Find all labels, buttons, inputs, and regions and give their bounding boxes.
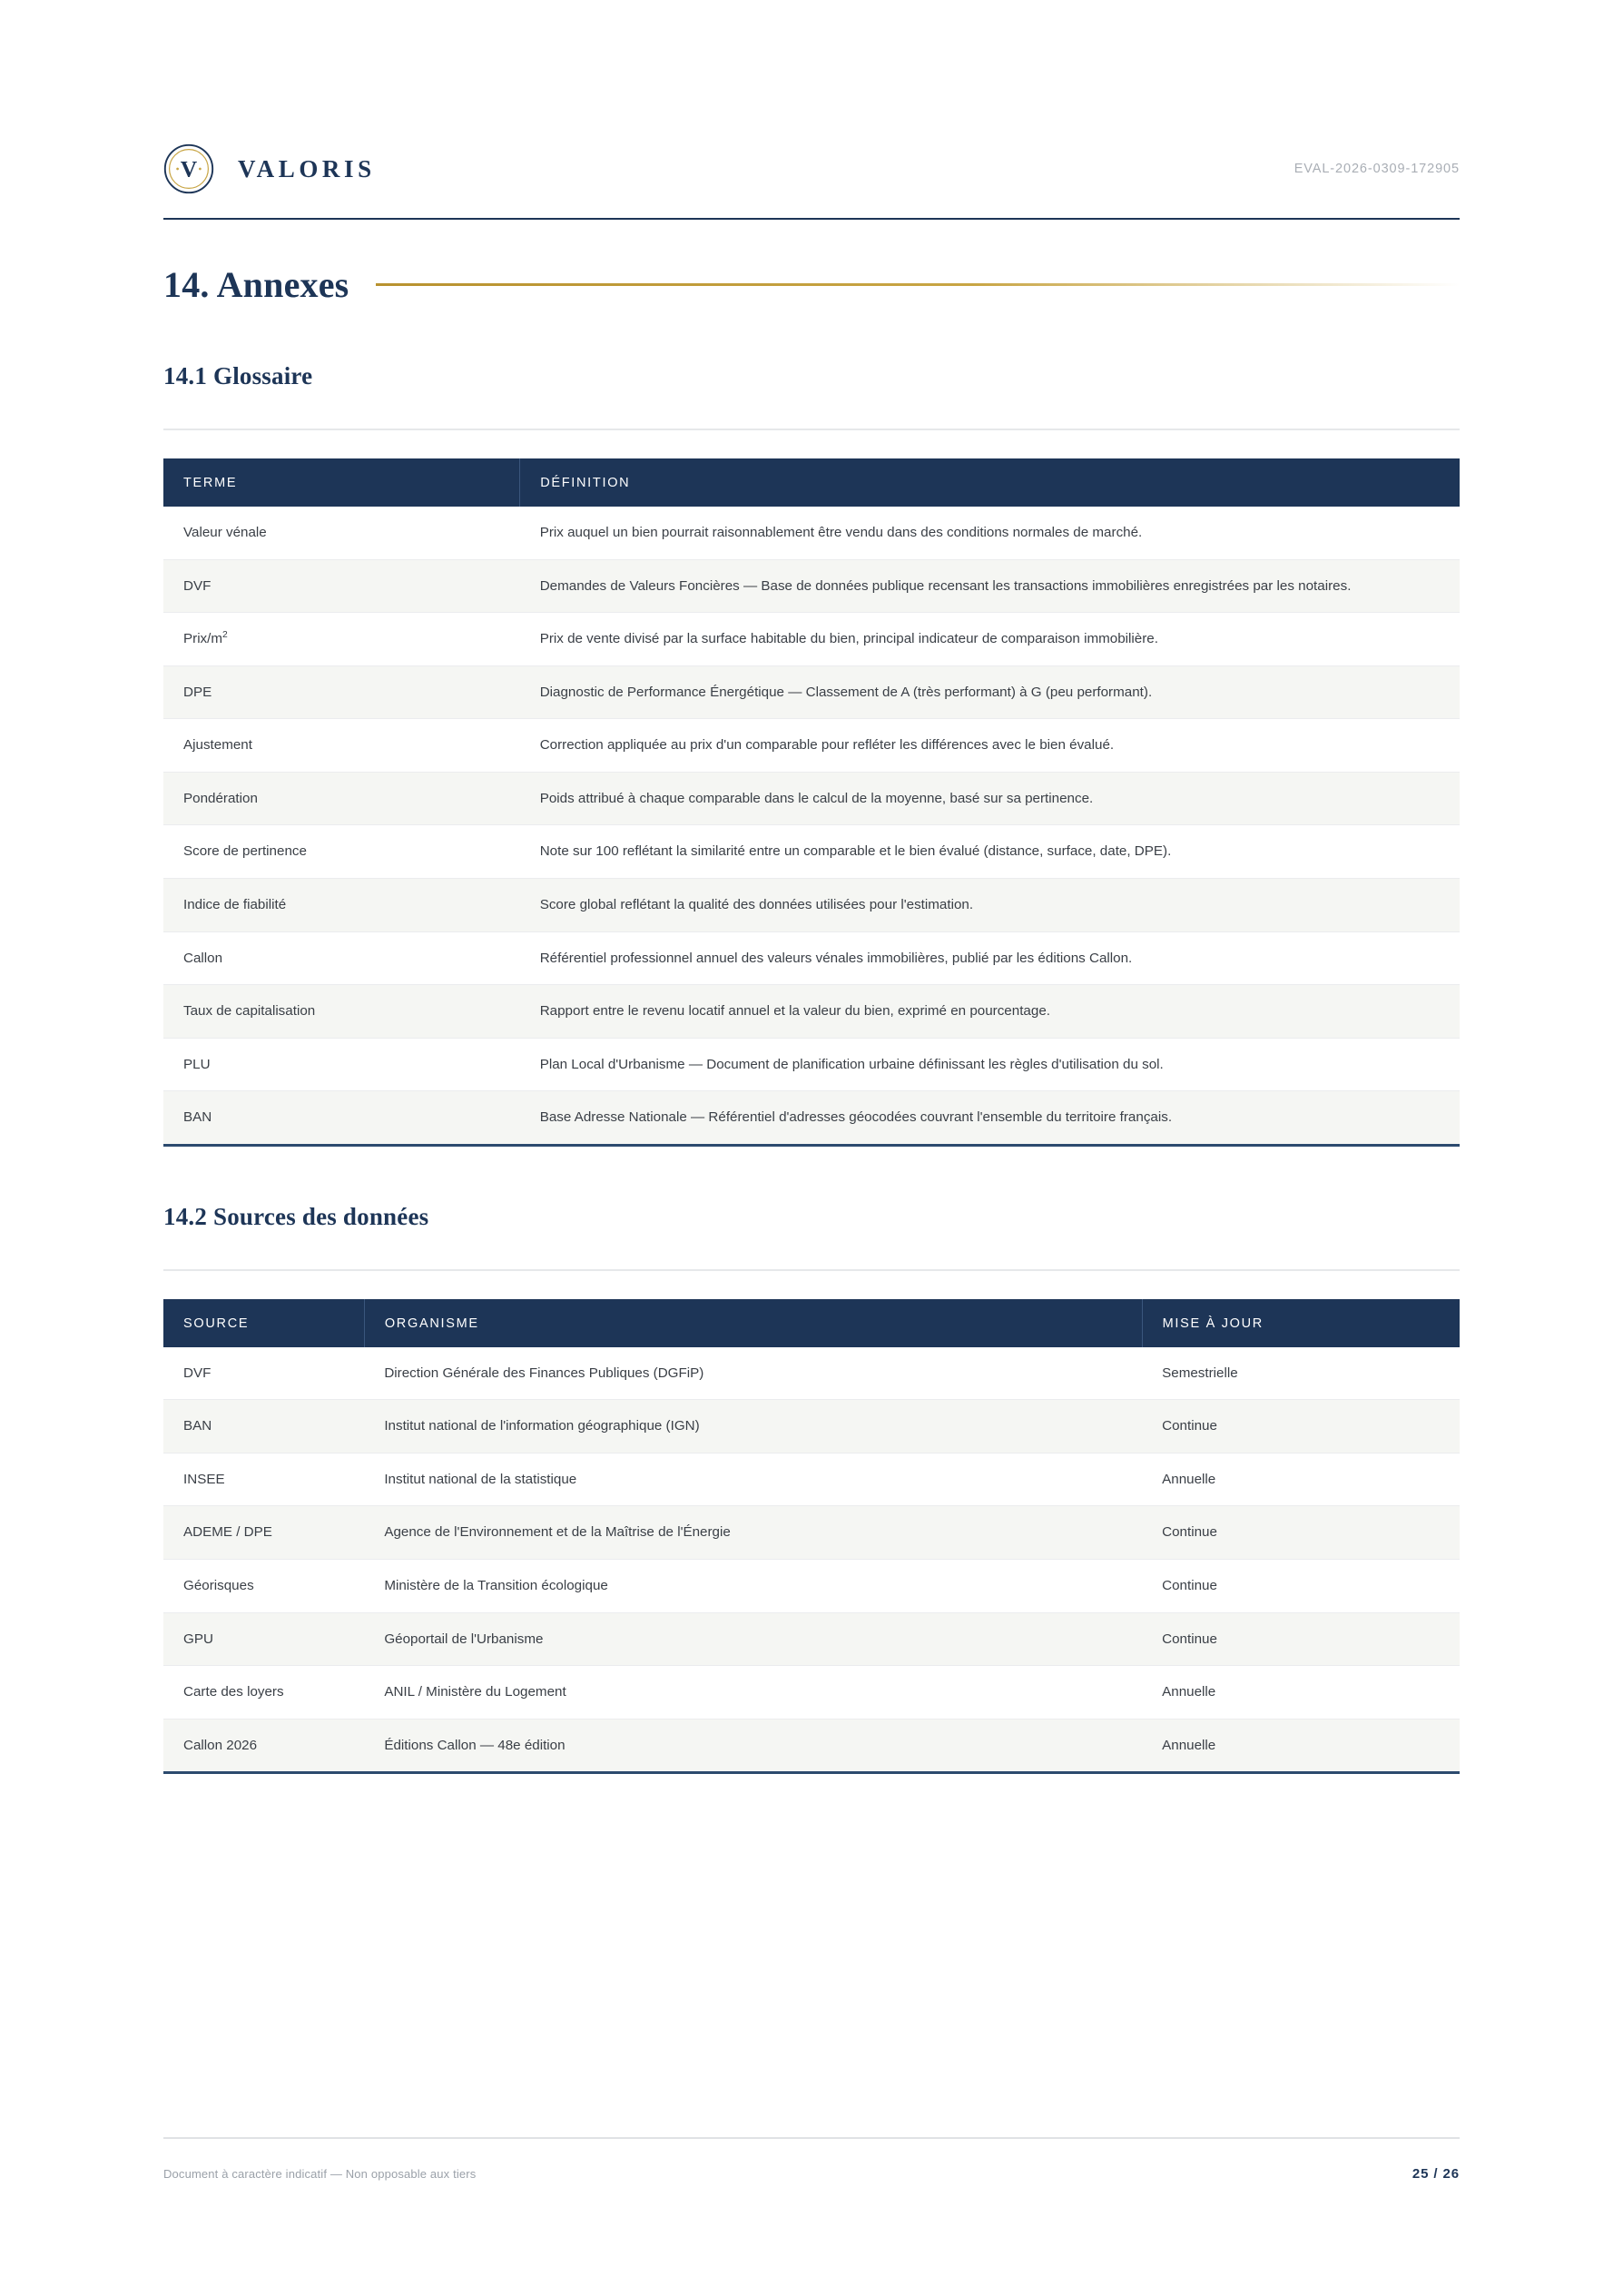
table-row xyxy=(163,1560,1460,1613)
table-row xyxy=(163,559,1460,613)
source-organisme: Institut national de la statistique xyxy=(364,1453,1142,1506)
table-row xyxy=(163,613,1460,666)
page-title: 14. Annexes xyxy=(163,264,349,305)
glossary-definition: Diagnostic de Performance Énergétique — Classement de A (très performant) à G (peu performant). xyxy=(520,665,1460,719)
glossary-table-wrapper xyxy=(163,458,1460,1147)
glossary-term: BAN xyxy=(163,1091,520,1146)
glossary-term: Score de pertinence xyxy=(163,825,520,879)
glossary-term: Indice de fiabilité xyxy=(163,878,520,931)
glossary-term: Ajustement xyxy=(163,719,520,773)
document-reference: EVAL-2026-0309-172905 xyxy=(1293,162,1460,176)
glossary-definition: Prix auquel un bien pourrait raisonnablement être vendu dans des conditions normales de marché. xyxy=(520,507,1460,559)
glossary-definition: Note sur 100 reflétant la similarité entre un comparable et le bien évalué (distance, surface, date, DPE). xyxy=(520,825,1460,879)
glossary-definition: Plan Local d'Urbanisme — Document de planification urbaine définissant les règles d'utilisation du sol. xyxy=(520,1038,1460,1091)
glossary-table xyxy=(163,458,1460,1147)
svg-text:V: V xyxy=(180,155,198,182)
footer-row xyxy=(163,2166,1460,2182)
glossary-definition: Base Adresse Nationale — Référentiel d'adresses géocodées couvrant l'ensemble du territoire français. xyxy=(520,1091,1460,1146)
glossary-table-body xyxy=(163,507,1460,1145)
document-footer xyxy=(163,2137,1460,2182)
source-maj: Continue xyxy=(1142,1612,1460,1666)
table-row xyxy=(163,825,1460,879)
sources-heading: 14.2 Sources des données xyxy=(163,1202,429,1230)
source-organisme: Éditions Callon — 48e édition xyxy=(364,1719,1142,1773)
footer-disclaimer: Document à caractère indicatif — Non opposable aux tiers xyxy=(163,2167,477,2181)
source-name: INSEE xyxy=(163,1453,364,1506)
brand-lockup xyxy=(163,143,376,194)
glossary-term: Pondération xyxy=(163,772,520,825)
table-row xyxy=(163,878,1460,931)
sources-table-head xyxy=(163,1299,1460,1347)
table-header-row xyxy=(163,1299,1460,1347)
header-divider xyxy=(163,218,1460,220)
source-organisme: Ministère de la Transition écologique xyxy=(364,1560,1142,1613)
glossary-term: Valeur vénale xyxy=(163,507,520,559)
document-header xyxy=(163,0,1460,194)
sources-table-body xyxy=(163,1347,1460,1773)
glossary-term: PLU xyxy=(163,1038,520,1091)
valoris-circle-monogram-icon xyxy=(163,143,214,194)
table-row xyxy=(163,985,1460,1039)
glossary-definition: Correction appliquée au prix d'un comparable pour refléter les différences avec le bien évalué. xyxy=(520,719,1460,773)
glossary-definition: Poids attribué à chaque comparable dans le calcul de la moyenne, basé sur sa pertinence. xyxy=(520,772,1460,825)
glossary-definition: Score global reflétant la qualité des données utilisées pour l'estimation. xyxy=(520,878,1460,931)
source-maj: Semestrielle xyxy=(1142,1347,1460,1400)
column-header-terme: TERME xyxy=(163,458,520,507)
glossary-definition: Demandes de Valeurs Foncières — Base de données publique recensant les transactions immobilières enregistrées par les notaires. xyxy=(520,559,1460,613)
source-maj: Annuelle xyxy=(1142,1719,1460,1773)
glossary-term: Taux de capitalisation xyxy=(163,985,520,1039)
source-name: BAN xyxy=(163,1400,364,1453)
page-number: 25 / 26 xyxy=(1412,2166,1460,2182)
source-maj: Continue xyxy=(1142,1400,1460,1453)
source-name: Géorisques xyxy=(163,1560,364,1613)
section-title-row xyxy=(163,263,1460,306)
table-row xyxy=(163,772,1460,825)
table-row xyxy=(163,1612,1460,1666)
sources-section-divider xyxy=(163,1269,1460,1271)
source-name: ADEME / DPE xyxy=(163,1506,364,1560)
column-header-definition: DÉFINITION xyxy=(520,458,1460,507)
table-row xyxy=(163,1347,1460,1400)
column-header-organisme: ORGANISME xyxy=(364,1299,1142,1347)
source-maj: Continue xyxy=(1142,1506,1460,1560)
source-maj: Continue xyxy=(1142,1560,1460,1613)
source-maj: Annuelle xyxy=(1142,1453,1460,1506)
source-name: GPU xyxy=(163,1612,364,1666)
table-row xyxy=(163,1091,1460,1146)
sources-table xyxy=(163,1299,1460,1775)
source-name: Carte des loyers xyxy=(163,1666,364,1720)
footer-divider xyxy=(163,2137,1460,2139)
title-accent-rule xyxy=(376,283,1460,286)
source-organisme: Institut national de l'information géographique (IGN) xyxy=(364,1400,1142,1453)
table-row xyxy=(163,719,1460,773)
column-header-source: SOURCE xyxy=(163,1299,364,1347)
glossary-definition: Rapport entre le revenu locatif annuel et la valeur du bien, exprimé en pourcentage. xyxy=(520,985,1460,1039)
source-name: DVF xyxy=(163,1347,364,1400)
table-row xyxy=(163,931,1460,985)
glossary-term: DVF xyxy=(163,559,520,613)
brand-name: VALORIS xyxy=(238,154,376,182)
glossary-term: Prix/$m^2$ xyxy=(163,613,520,666)
table-row xyxy=(163,507,1460,559)
table-header-row xyxy=(163,458,1460,507)
glossary-table-head xyxy=(163,458,1460,507)
table-row xyxy=(163,665,1460,719)
source-organisme: Direction Générale des Finances Publiques (DGFiP) xyxy=(364,1347,1142,1400)
table-row xyxy=(163,1400,1460,1453)
glossary-definition: Prix de vente divisé par la surface habitable du bien, principal indicateur de comparaison immobilière. xyxy=(520,613,1460,666)
source-organisme: Agence de l'Environnement et de la Maîtrise de l'Énergie xyxy=(364,1506,1142,1560)
glossary-term: Callon xyxy=(163,931,520,985)
source-organisme: ANIL / Ministère du Logement xyxy=(364,1666,1142,1720)
table-row xyxy=(163,1506,1460,1560)
table-row xyxy=(163,1666,1460,1720)
table-row xyxy=(163,1453,1460,1506)
glossary-section-divider xyxy=(163,429,1460,430)
source-maj: Annuelle xyxy=(1142,1666,1460,1720)
table-row xyxy=(163,1038,1460,1091)
source-organisme: Géoportail de l'Urbanisme xyxy=(364,1612,1142,1666)
glossary-definition: Référentiel professionnel annuel des valeurs vénales immobilières, publié par les éditions Callon. xyxy=(520,931,1460,985)
table-row xyxy=(163,1719,1460,1773)
column-header-mise-a-jour: MISE À JOUR xyxy=(1142,1299,1460,1347)
glossary-term: DPE xyxy=(163,665,520,719)
source-name: Callon 2026 xyxy=(163,1719,364,1773)
glossary-heading: 14.1 Glossaire xyxy=(163,362,313,389)
